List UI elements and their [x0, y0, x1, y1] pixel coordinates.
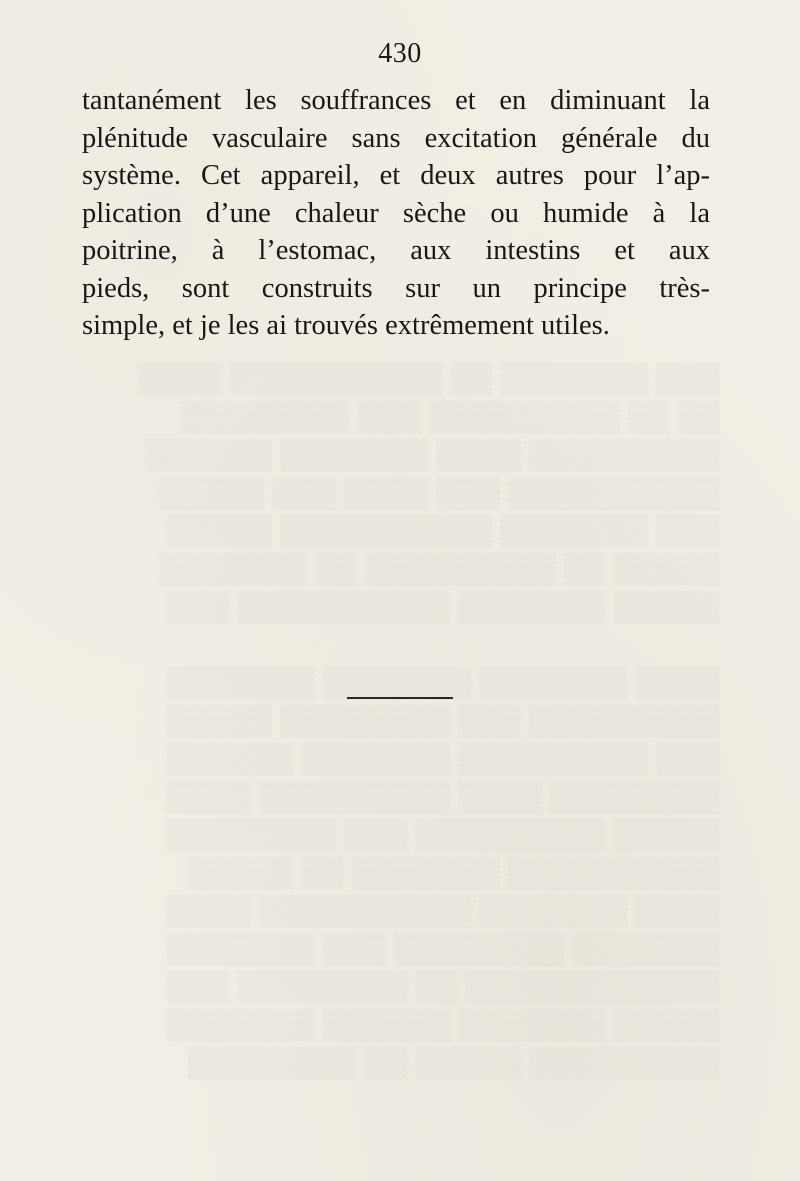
text-line: simple, et je les ai trouvés extrêmement utiles. [82, 310, 610, 341]
text-line: tantanément les souffrances et en diminuant la [82, 85, 710, 116]
text-line: système. Cet appareil, et deux autres pour l’ap- [82, 160, 710, 191]
text-line: poitrine, à l’estomac, aux intestins et aux [82, 235, 710, 266]
page-number: 430 [378, 38, 422, 69]
body-paragraph [82, 82, 710, 345]
text-line: plication d’une chaleur sèche ou humide à la [82, 197, 710, 229]
text-line: plénitude vasculaire sans excitation générale du [82, 122, 710, 154]
section-divider-rule [347, 697, 453, 699]
text-line: pieds, sont construits sur un principe très- [82, 272, 710, 304]
show-through-texture: ▒▒▒ ▒▒▒▒▒▒▒ ▒▒ ▒▒▒▒▒▒▒▒▒▒ ▒▒▒▒ ▒▒ ▒▒ ▒▒▒▒▒▒▒▒▒ ▒▒▒ ▒▒▒▒▒▒▒▒ ▒▒▒▒▒▒▒▒▒ ▒▒▒▒ ▒▒▒▒▒▒▒ ▒▒▒▒▒▒ ▒▒▒▒▒▒▒▒▒▒ ▒▒▒ ▒▒▒▒ ▒▒▒ ▒▒▒▒▒ ▒▒▒ ▒▒▒▒▒▒▒ ▒▒▒▒▒▒▒▒▒▒ ▒▒▒▒▒ ▒▒▒▒▒ ▒▒ ▒▒▒▒▒▒▒▒▒ ▒▒ ▒▒▒▒▒▒▒ ▒▒▒▒▒ ▒▒▒▒▒▒▒ ▒▒▒▒▒▒▒▒▒▒ ▒▒▒ ▒▒▒▒ ▒▒▒▒▒▒▒ ▒▒▒▒▒▒▒ ▒▒▒▒▒▒▒ ▒▒▒▒▒▒▒▒▒ ▒▒▒ ▒▒▒▒▒▒▒▒ ▒▒▒▒▒ ▒▒▒ ▒▒▒▒▒▒▒▒▒ ▒▒▒▒▒▒▒ ▒▒▒▒▒▒ ▒▒▒▒▒▒▒▒ ▒▒▒▒ ▒▒▒▒▒▒▒▒▒ ▒▒▒▒ ▒▒▒▒▒ ▒▒▒▒▒▒▒▒▒ ▒▒▒ ▒▒▒▒▒▒▒▒ ▒▒▒▒▒▒▒▒▒▒ ▒▒▒▒▒▒▒ ▒▒ ▒▒▒▒▒ ▒▒▒▒ ▒▒▒▒▒▒▒ ▒▒▒▒▒▒▒▒▒▒ ▒▒▒▒ ▒▒▒▒▒▒▒ ▒▒▒▒▒▒▒▒ ▒▒▒ ▒▒▒▒▒▒▒ ▒▒▒▒▒▒▒▒▒▒▒▒ ▒▒ ▒▒▒▒▒▒▒▒ ▒▒▒ ▒▒▒▒▒ ▒▒▒▒▒▒▒ ▒▒▒▒▒▒ ▒▒▒▒▒▒▒ ▒▒▒▒▒▒▒▒▒ ▒▒▒▒▒ ▒▒ ▒▒▒▒▒▒▒▒ [137, 362, 720, 1079]
